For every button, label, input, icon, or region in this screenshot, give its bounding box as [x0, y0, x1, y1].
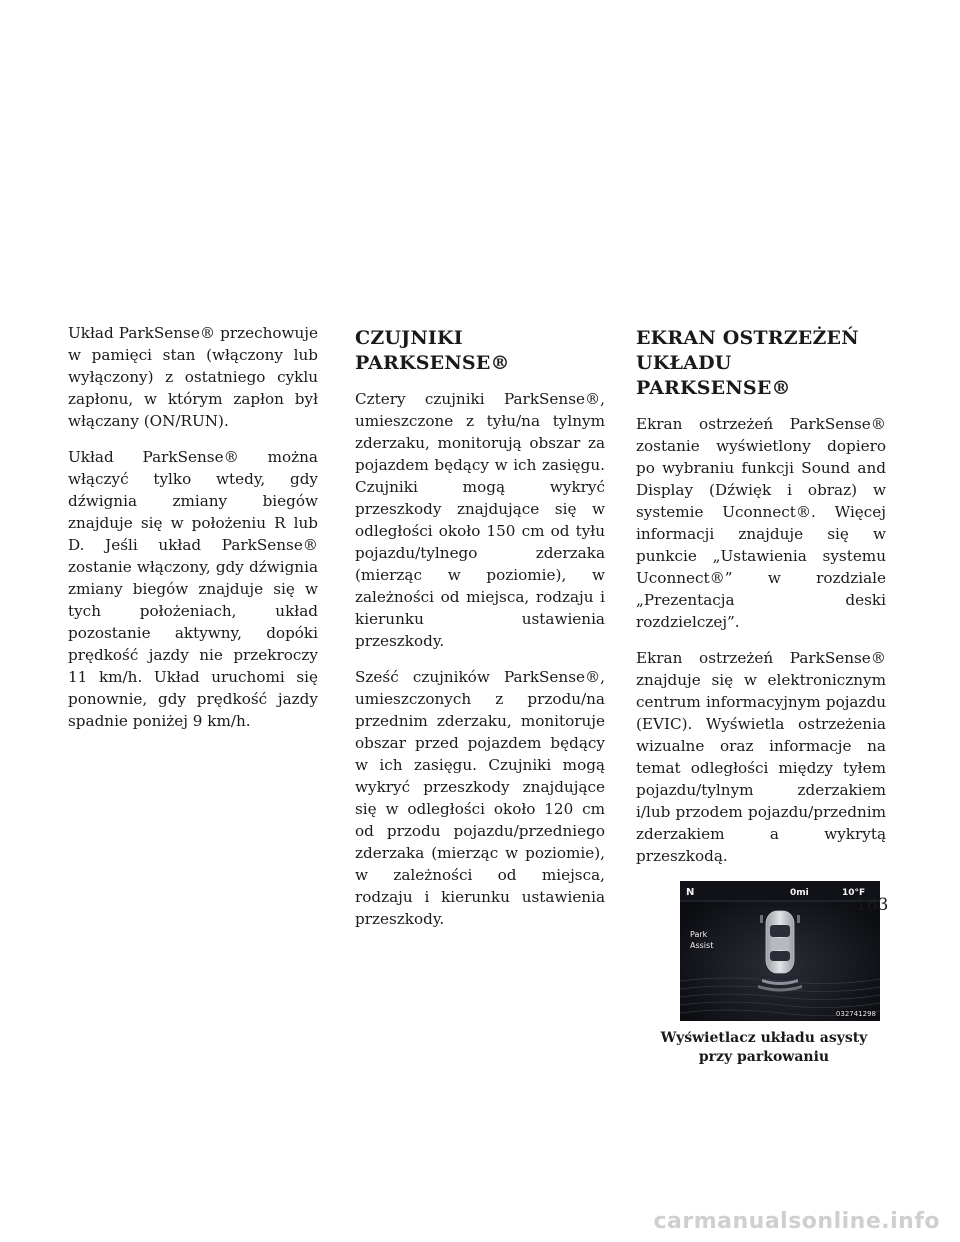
text-column-2	[355, 322, 605, 944]
paragraph-rear-sensors: Cztery czujniki ParkSense®, umieszczone z tyłu/na tylnym zderzaku, monitorują obszar za pojazdem będący w ich zasięgu. Czujniki mogą wykryć przeszkody znajdujące się w odległości około 150 cm od tyłu pojazdu/tylnego zderzaka (mierząc w poziomie), w zależności od miejsca, rodzaju i kierunku ustawienia przeszkody.	[355, 390, 605, 650]
car-top-view-icon	[766, 911, 794, 973]
park-label: Park	[690, 930, 708, 939]
front-right-sensor-icon	[797, 915, 800, 923]
park-assist-display-figure	[680, 881, 880, 1021]
paragraph-evic-info: Ekran ostrzeżeń ParkSense® znajduje się w elektronicznym centrum informacyjnym pojazdu (EVIC). Wyświetla ostrzeżenia wizualne oraz informacje na temat odległości między tyłem pojazdu/tylnym zderzakiem i/lub przodem pojazdu/przednim zderzakiem a wykrytą przeszkodą.	[636, 649, 886, 865]
watermark-text: carmanualsonline.info	[653, 1209, 940, 1234]
temperature-readout: 10°F	[842, 888, 866, 898]
park-assist-display-illustration	[680, 881, 880, 1021]
paragraph-display-enable: Ekran ostrzeżeń ParkSense® zostanie wyświetlony dopiero po wybraniu funkcji Sound and Display (Dźwięk i obraz) w systemie Uconnect®. Więcej informacji znajduje się w punkcie „Ustawienia systemu Uconnect®” w rozdziale „Prezentacja deski rozdzielczej”.	[636, 415, 886, 631]
paragraph-front-sensors: Sześć czujników ParkSense®, umieszczonych z przodu/na przednim zderzaku, monitoruje obszar przed pojazdem będący w ich zasięgu. Czujniki mogą wykryć przeszkody znajdujące się w odległości około 120 cm od przodu pojazdu/przedniego zderzaka (mierząc w poziomie), w zależności od miejsca, rodzaju i kierunku ustawienia przeszkody.	[355, 668, 605, 928]
figure-caption: Wyświetlacz układu asysty przy parkowaniu	[660, 1030, 868, 1065]
section-heading-warning-display	[636, 326, 886, 401]
paragraph-activation-conditions: Układ ParkSense® można włączyć tylko wtedy, gdy dźwignia zmiany biegów znajduje się w położeniu R lub D. Jeśli układ ParkSense® zostanie włączony, gdy dźwignia zmiany biegów znajduje się w tych położeniach, układ pozostanie aktywny, dopóki prędkość jazdy nie przekroczy 11 km/h. Układ uruchomi się ponownie, gdy prędkość jazdy spadnie poniżej 9 km/h.	[68, 448, 318, 730]
section-heading-sensors: CZUJNIKI PARKSENSE®	[355, 327, 510, 374]
text-column-3	[636, 322, 889, 1067]
assist-label: Assist	[690, 941, 714, 950]
gear-indicator: N	[686, 887, 695, 898]
page-number: 163	[856, 895, 889, 915]
heading-line-1: EKRAN OSTRZEŻEŃ	[636, 327, 859, 349]
figure-code: 032741298	[835, 1010, 876, 1018]
text-column-1	[68, 322, 318, 746]
front-left-sensor-icon	[760, 915, 763, 923]
odometer-readout: 0mi	[790, 888, 809, 898]
paragraph-memory-state: Układ ParkSense® przechowuje w pamięci stan (włączony lub wyłączony) z ostatniego cyklu zapłonu, w którym zapłon był włączany (ON/RUN).	[68, 324, 318, 430]
heading-line-2: UKŁADU PARKSENSE®	[636, 352, 791, 399]
